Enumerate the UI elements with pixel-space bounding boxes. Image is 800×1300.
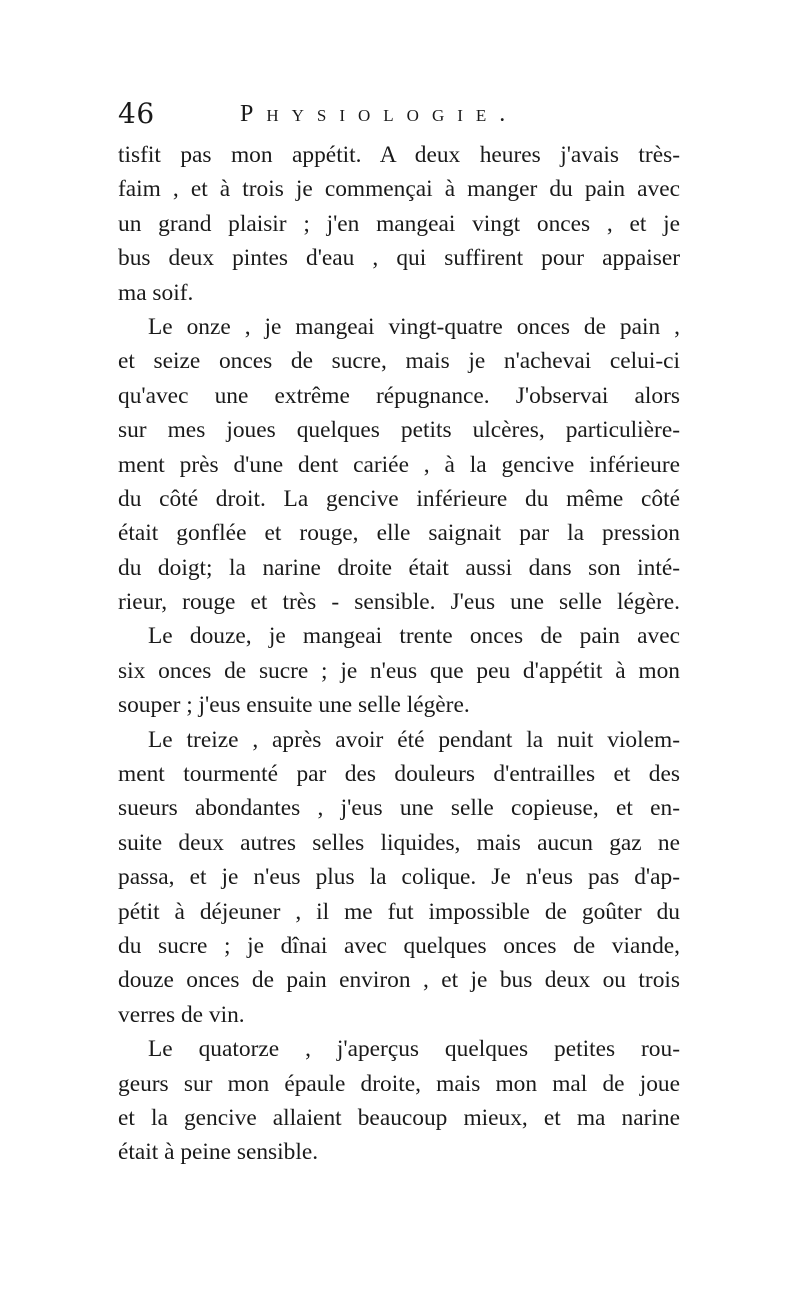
text-line: un grand plaisir ; j'en mangeai vingt onces , et je (118, 210, 680, 237)
text-line: Le onze , je mangeai vingt-quatre onces de pain , (148, 313, 680, 340)
text-line: douze onces de pain environ , et je bus deux ou trois (118, 967, 680, 994)
text-line: passa, et je n'eus plus la colique. Je n'eus pas d'ap- (118, 864, 680, 891)
body-text (118, 138, 680, 1170)
text-line: du doigt; la narine droite était aussi dans son inté- (118, 554, 680, 581)
text-line: six onces de sucre ; je n'eus que peu d'appétit à mon (118, 657, 680, 684)
page-header (118, 94, 678, 134)
text-line: geurs sur mon épaule droite, mais mon mal de joue (118, 1070, 680, 1097)
text-line: du sucre ; je dînai avec quelques onces de viande, (118, 932, 680, 959)
text-line: pétit à déjeuner , il me fut impossible de goûter du (118, 898, 680, 925)
text-line: Le quatorze , j'aperçus quelques petites rou- (148, 1036, 680, 1063)
text-line: était gonflée et rouge, elle saignait par la pression (118, 520, 680, 547)
text-line: souper ; j'eus ensuite une selle légère. (118, 692, 470, 719)
text-line: ment près d'une dent cariée , à la gencive inférieure (118, 451, 680, 478)
text-line: et la gencive allaient beaucoup mieux, et ma narine (118, 1104, 680, 1131)
text-line: tisfit pas mon appétit. A deux heures j'avais très- (118, 142, 680, 168)
text-line: et seize onces de sucre, mais je n'achevai celui-ci (118, 348, 680, 375)
text-line: sueurs abondantes , j'eus une selle copieuse, et en- (118, 795, 680, 822)
text-line: suite deux autres selles liquides, mais aucun gaz ne (118, 829, 680, 856)
text-line: Le treize , après avoir été pendant la nuit violem- (148, 726, 680, 753)
text-line: du côté droit. La gencive inférieure du même côté (118, 485, 680, 512)
text-line: Le douze, je mangeai trente onces de pain avec (148, 623, 680, 650)
text-line: rieur, rouge et très - sensible. J'eus une selle légère. (118, 589, 680, 616)
running-title: Physiologie. (240, 101, 519, 127)
text-line: faim , et à trois je commençai à manger du pain avec (118, 176, 680, 203)
text-line: bus deux pintes d'eau , qui suffirent pour appaiser (118, 245, 680, 272)
page-number: 46 (118, 97, 155, 130)
text-line: qu'avec une extrême répugnance. J'observai alors (118, 382, 680, 409)
text-line: était à peine sensible. (118, 1139, 319, 1166)
text-line: verres de vin. (118, 1001, 245, 1028)
text-line: ment tourmenté par des douleurs d'entrailles et des (118, 761, 680, 788)
text-line: sur mes joues quelques petits ulcères, particulière- (118, 417, 680, 444)
text-line: ma soif. (118, 279, 194, 306)
